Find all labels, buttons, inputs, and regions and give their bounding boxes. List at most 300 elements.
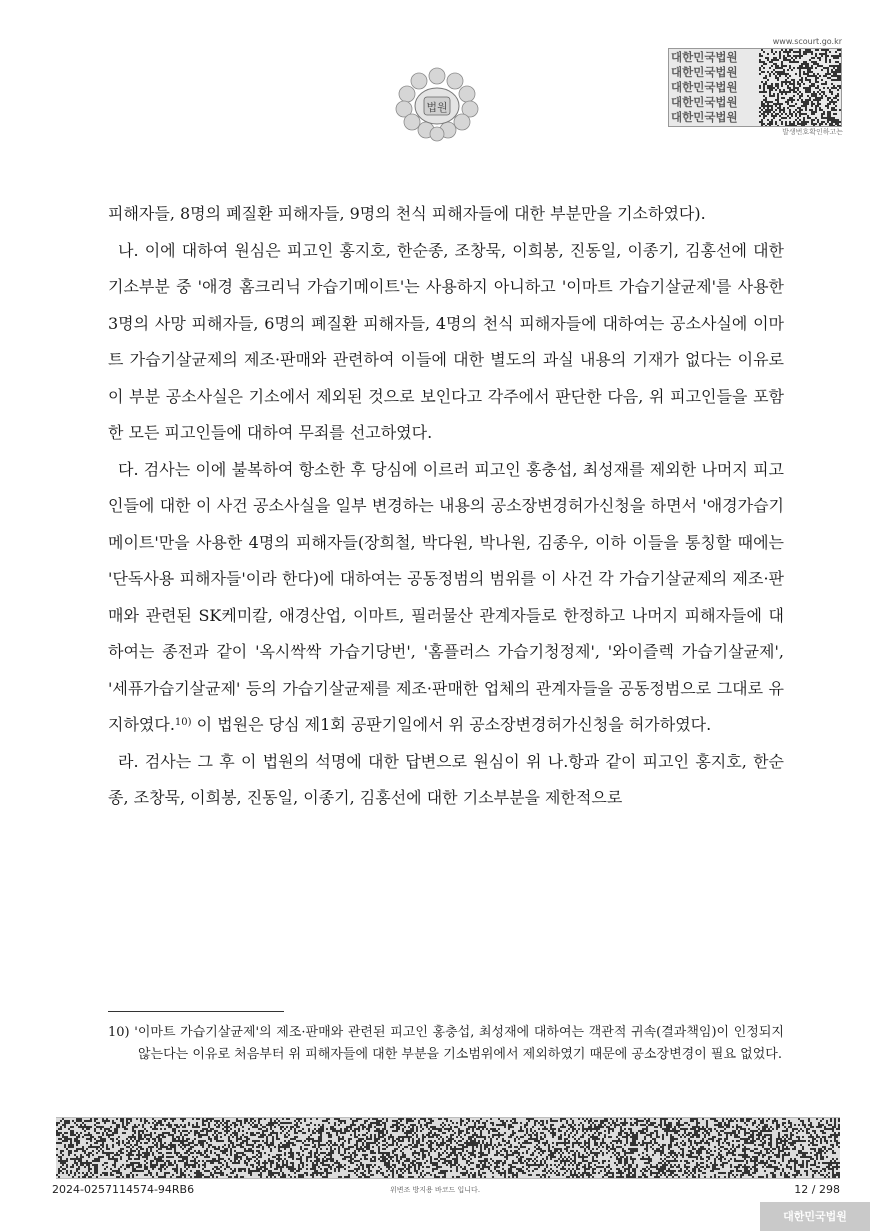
noise-dot xyxy=(504,1124,506,1126)
noise-dot xyxy=(386,1154,388,1156)
noise-dot xyxy=(548,1150,550,1152)
noise-dot xyxy=(626,1136,628,1138)
noise-dot xyxy=(218,1154,220,1156)
noise-dot xyxy=(512,1126,514,1128)
noise-dot xyxy=(552,1136,554,1138)
noise-dot xyxy=(472,1142,474,1144)
noise-dot xyxy=(814,1138,816,1140)
noise-dot xyxy=(652,1166,654,1168)
noise-dot xyxy=(572,1120,574,1122)
noise-dot xyxy=(172,1128,174,1130)
noise-dot xyxy=(754,1144,756,1146)
noise-dot xyxy=(830,1124,832,1126)
noise-dot xyxy=(796,1140,798,1142)
noise-dot xyxy=(836,1142,838,1144)
noise-dot xyxy=(712,1138,714,1140)
noise-dot xyxy=(518,1130,520,1132)
noise-dot xyxy=(456,1142,458,1144)
noise-dot xyxy=(156,1160,158,1162)
noise-dot xyxy=(670,1154,672,1156)
noise-dot xyxy=(610,1142,612,1144)
noise-dot xyxy=(624,1132,626,1134)
noise-dot xyxy=(130,1158,132,1160)
noise-dot xyxy=(784,1138,786,1140)
noise-dot xyxy=(460,1132,462,1134)
noise-dot xyxy=(364,1120,366,1122)
noise-dot xyxy=(292,1158,294,1160)
noise-dot xyxy=(326,1128,328,1130)
noise-dot xyxy=(184,1156,186,1158)
noise-dot xyxy=(756,1156,758,1158)
noise-dot xyxy=(388,1156,390,1158)
noise-dot xyxy=(516,1136,518,1138)
noise-dot xyxy=(576,1164,578,1166)
noise-dot xyxy=(726,1154,728,1156)
noise-dot xyxy=(676,1166,678,1168)
noise-dot xyxy=(74,1154,76,1156)
noise-dot xyxy=(398,1136,400,1138)
noise-dot xyxy=(833,87,835,89)
noise-dot xyxy=(408,1144,410,1146)
noise-dot xyxy=(254,1156,256,1158)
noise-dot xyxy=(474,1144,476,1146)
noise-dot xyxy=(178,1136,180,1138)
noise-dot xyxy=(476,1134,478,1136)
noise-dot xyxy=(791,69,793,71)
noise-dot xyxy=(608,1166,610,1168)
noise-dot xyxy=(384,1122,386,1124)
noise-dot xyxy=(400,1124,402,1126)
noise-dot xyxy=(102,1142,104,1144)
noise-dot xyxy=(460,1152,462,1154)
noise-dot xyxy=(796,1128,798,1130)
noise-dot xyxy=(791,105,793,107)
noise-dot xyxy=(510,1164,512,1166)
noise-dot xyxy=(690,1132,692,1134)
noise-dot xyxy=(832,1166,834,1168)
noise-dot xyxy=(414,1144,416,1146)
noise-dot xyxy=(298,1164,300,1166)
noise-dot xyxy=(596,1148,598,1150)
noise-dot xyxy=(826,1128,828,1130)
noise-dot xyxy=(286,1136,288,1138)
noise-dot xyxy=(480,1126,482,1128)
noise-dot xyxy=(100,1128,102,1130)
noise-dot xyxy=(811,65,813,67)
noise-dot xyxy=(450,1152,452,1154)
noise-dot xyxy=(446,1156,448,1158)
noise-dot xyxy=(190,1142,192,1144)
noise-dot xyxy=(514,1138,516,1140)
noise-dot xyxy=(94,1160,96,1162)
noise-dot xyxy=(302,1150,304,1152)
noise-dot xyxy=(298,1152,300,1154)
noise-dot xyxy=(176,1154,178,1156)
noise-dot xyxy=(396,1122,398,1124)
noise-dot xyxy=(650,1134,652,1136)
noise-dot xyxy=(658,1124,660,1126)
noise-dot xyxy=(270,1120,272,1122)
noise-dot xyxy=(762,1144,764,1146)
noise-dot xyxy=(464,1166,466,1168)
noise-dot xyxy=(799,53,801,55)
noise-dot xyxy=(378,1138,380,1140)
noise-dot xyxy=(462,1156,464,1158)
noise-dot xyxy=(152,1142,154,1144)
noise-dot xyxy=(166,1118,168,1120)
noise-dot xyxy=(572,1150,574,1152)
noise-dot xyxy=(815,111,817,113)
noise-dot xyxy=(522,1130,524,1132)
noise-dot xyxy=(344,1150,346,1152)
noise-dot xyxy=(518,1160,520,1162)
noise-dot xyxy=(534,1162,536,1164)
noise-dot xyxy=(304,1120,306,1122)
noise-dot xyxy=(346,1148,348,1150)
noise-dot xyxy=(562,1142,564,1144)
noise-dot xyxy=(801,109,803,111)
noise-dot xyxy=(330,1126,332,1128)
noise-dot xyxy=(556,1144,558,1146)
noise-dot xyxy=(608,1150,610,1152)
noise-dot xyxy=(120,1120,122,1122)
footnote-divider xyxy=(108,1011,284,1012)
noise-dot xyxy=(526,1142,528,1144)
noise-dot xyxy=(160,1158,162,1160)
noise-dot xyxy=(474,1134,476,1136)
noise-dot xyxy=(720,1130,722,1132)
noise-dot xyxy=(797,107,799,109)
noise-dot xyxy=(130,1136,132,1138)
noise-dot xyxy=(350,1156,352,1158)
noise-dot xyxy=(767,107,769,109)
noise-dot xyxy=(208,1126,210,1128)
noise-dot xyxy=(204,1124,206,1126)
noise-dot xyxy=(418,1138,420,1140)
noise-dot xyxy=(759,73,761,75)
noise-dot xyxy=(762,1162,764,1164)
noise-dot xyxy=(777,125,779,126)
noise-dot xyxy=(284,1148,286,1150)
noise-dot xyxy=(376,1144,378,1146)
noise-dot xyxy=(374,1134,376,1136)
noise-dot xyxy=(404,1126,406,1128)
noise-dot xyxy=(782,1146,784,1148)
noise-dot xyxy=(800,1150,802,1152)
noise-dot xyxy=(210,1152,212,1154)
noise-dot xyxy=(805,61,807,63)
noise-dot xyxy=(692,1126,694,1128)
noise-dot xyxy=(540,1160,542,1162)
noise-dot xyxy=(450,1134,452,1136)
noise-dot xyxy=(60,1132,62,1134)
noise-dot xyxy=(688,1166,690,1168)
noise-dot xyxy=(818,1124,820,1126)
noise-dot xyxy=(818,1148,820,1150)
noise-dot xyxy=(811,61,813,63)
noise-dot xyxy=(797,81,799,83)
noise-dot xyxy=(456,1162,458,1164)
noise-dot xyxy=(406,1158,408,1160)
noise-dot xyxy=(624,1118,626,1120)
noise-dot xyxy=(236,1136,238,1138)
noise-dot xyxy=(318,1166,320,1168)
noise-dot xyxy=(832,1144,834,1146)
noise-dot xyxy=(810,1124,812,1126)
noise-dot xyxy=(822,1118,824,1120)
noise-dot xyxy=(340,1128,342,1130)
noise-dot xyxy=(781,83,783,85)
noise-dot xyxy=(670,1138,672,1140)
noise-dot xyxy=(540,1120,542,1122)
noise-dot xyxy=(138,1156,140,1158)
noise-dot xyxy=(156,1150,158,1152)
noise-dot xyxy=(784,1142,786,1144)
noise-dot xyxy=(686,1166,688,1168)
noise-dot xyxy=(406,1146,408,1148)
noise-dot xyxy=(771,113,773,115)
noise-dot xyxy=(210,1144,212,1146)
noise-dot xyxy=(96,1140,98,1142)
noise-dot xyxy=(817,99,819,101)
noise-dot xyxy=(630,1136,632,1138)
noise-dot xyxy=(62,1136,64,1138)
noise-dot xyxy=(598,1166,600,1168)
noise-dot xyxy=(362,1124,364,1126)
noise-dot xyxy=(504,1160,506,1162)
noise-dot xyxy=(632,1124,634,1126)
noise-dot xyxy=(764,1142,766,1144)
noise-dot xyxy=(805,101,807,103)
noise-dot xyxy=(100,1156,102,1158)
noise-dot xyxy=(818,1166,820,1168)
noise-dot xyxy=(234,1150,236,1152)
noise-dot xyxy=(777,97,779,99)
noise-dot xyxy=(496,1164,498,1166)
noise-dot xyxy=(578,1128,580,1130)
noise-dot xyxy=(796,1136,798,1138)
noise-dot xyxy=(92,1164,94,1166)
noise-dot xyxy=(514,1166,516,1168)
noise-dot xyxy=(336,1144,338,1146)
noise-dot xyxy=(788,1126,790,1128)
noise-dot xyxy=(340,1138,342,1140)
noise-dot xyxy=(765,99,767,101)
noise-dot xyxy=(224,1160,226,1162)
noise-dot xyxy=(823,117,825,119)
noise-dot xyxy=(280,1166,282,1168)
noise-dot xyxy=(760,1162,762,1164)
noise-dot xyxy=(799,109,801,111)
noise-dot xyxy=(416,1158,418,1160)
noise-dot xyxy=(504,1150,506,1152)
noise-dot xyxy=(142,1130,144,1132)
noise-dot xyxy=(788,1148,790,1150)
noise-dot xyxy=(432,1120,434,1122)
noise-dot xyxy=(766,1152,768,1154)
noise-dot xyxy=(835,95,837,97)
noise-dot xyxy=(268,1146,270,1148)
noise-dot xyxy=(156,1136,158,1138)
noise-dot xyxy=(136,1140,138,1142)
noise-dot xyxy=(332,1150,334,1152)
noise-dot xyxy=(482,1136,484,1138)
noise-dot xyxy=(767,111,769,113)
noise-dot xyxy=(126,1164,128,1166)
noise-dot xyxy=(404,1146,406,1148)
noise-dot xyxy=(232,1144,234,1146)
noise-dot xyxy=(160,1152,162,1154)
noise-dot xyxy=(512,1162,514,1164)
noise-dot xyxy=(831,87,833,89)
noise-dot xyxy=(588,1138,590,1140)
noise-dot xyxy=(222,1124,224,1126)
noise-dot xyxy=(598,1138,600,1140)
noise-dot xyxy=(763,67,765,69)
noise-dot xyxy=(386,1152,388,1154)
noise-dot xyxy=(728,1144,730,1146)
footnote-number: 10) xyxy=(108,1025,130,1040)
noise-dot xyxy=(594,1138,596,1140)
noise-dot xyxy=(690,1144,692,1146)
noise-dot xyxy=(338,1168,340,1170)
noise-dot xyxy=(790,1136,792,1138)
noise-dot xyxy=(76,1148,78,1150)
noise-dot xyxy=(814,1164,816,1166)
noise-dot xyxy=(252,1156,254,1158)
noise-dot xyxy=(484,1162,486,1164)
noise-dot xyxy=(382,1122,384,1124)
noise-dot xyxy=(112,1158,114,1160)
noise-dot xyxy=(58,1142,60,1144)
footnote-text: '이마트 가습기살균제'의 제조·판매와 관련된 피고인 홍충섭, 최성재에 대하여는 객관적 귀속(결과책임)이 인정되지 않는다는 이유로 처음부터 위 피해자들에 대한 부분을 기소범위에서 제외하였기 때문에 공소장변경이 필요 없었다. xyxy=(134,1025,784,1062)
noise-dot xyxy=(486,1154,488,1156)
noise-dot xyxy=(128,1152,130,1154)
noise-dot xyxy=(362,1144,364,1146)
noise-dot xyxy=(736,1124,738,1126)
noise-dot xyxy=(258,1168,260,1170)
noise-dot xyxy=(382,1118,384,1120)
noise-dot xyxy=(837,61,839,63)
noise-dot xyxy=(816,1158,818,1160)
noise-dot xyxy=(552,1132,554,1134)
noise-dot xyxy=(831,75,833,77)
noise-dot xyxy=(396,1138,398,1140)
noise-dot xyxy=(300,1156,302,1158)
noise-dot xyxy=(418,1154,420,1156)
noise-dot xyxy=(130,1154,132,1156)
noise-dot xyxy=(783,55,785,57)
noise-dot xyxy=(646,1130,648,1132)
noise-dot xyxy=(783,65,785,67)
noise-dot xyxy=(204,1156,206,1158)
barcode-pattern xyxy=(56,1118,840,1178)
noise-dot xyxy=(342,1154,344,1156)
noise-dot xyxy=(466,1128,468,1130)
noise-dot xyxy=(174,1148,176,1150)
noise-dot xyxy=(358,1166,360,1168)
noise-dot xyxy=(280,1132,282,1134)
noise-dot xyxy=(134,1144,136,1146)
noise-dot xyxy=(832,1130,834,1132)
noise-dot xyxy=(730,1132,732,1134)
noise-dot xyxy=(654,1126,656,1128)
noise-dot xyxy=(642,1120,644,1122)
noise-dot xyxy=(820,1142,822,1144)
noise-dot xyxy=(396,1128,398,1130)
noise-dot xyxy=(76,1150,78,1152)
noise-dot xyxy=(726,1126,728,1128)
noise-dot xyxy=(366,1128,368,1130)
noise-dot xyxy=(568,1134,570,1136)
noise-dot xyxy=(518,1154,520,1156)
noise-dot xyxy=(678,1122,680,1124)
noise-dot xyxy=(744,1138,746,1140)
noise-dot xyxy=(820,1150,822,1152)
noise-dot xyxy=(820,1152,822,1154)
noise-dot xyxy=(626,1138,628,1140)
noise-dot xyxy=(726,1124,728,1126)
noise-dot xyxy=(276,1164,278,1166)
noise-dot xyxy=(284,1140,286,1142)
noise-dot xyxy=(372,1142,374,1144)
noise-dot xyxy=(759,59,761,61)
noise-dot xyxy=(442,1144,444,1146)
noise-dot xyxy=(801,121,803,123)
noise-dot xyxy=(402,1130,404,1132)
noise-dot xyxy=(460,1148,462,1150)
noise-dot xyxy=(250,1150,252,1152)
noise-dot xyxy=(124,1132,126,1134)
noise-dot xyxy=(584,1132,586,1134)
noise-dot xyxy=(466,1150,468,1152)
noise-dot xyxy=(788,1122,790,1124)
noise-dot xyxy=(488,1166,490,1168)
noise-dot xyxy=(262,1148,264,1150)
noise-dot xyxy=(318,1124,320,1126)
noise-dot xyxy=(188,1142,190,1144)
noise-dot xyxy=(823,111,825,113)
noise-dot xyxy=(825,49,827,51)
noise-dot xyxy=(791,57,793,59)
noise-dot xyxy=(532,1164,534,1166)
noise-dot xyxy=(714,1146,716,1148)
noise-dot xyxy=(574,1156,576,1158)
noise-dot xyxy=(763,107,765,109)
noise-dot xyxy=(356,1146,358,1148)
noise-dot xyxy=(822,1156,824,1158)
noise-dot xyxy=(668,1156,670,1158)
noise-dot xyxy=(104,1128,106,1130)
noise-dot xyxy=(352,1162,354,1164)
noise-dot xyxy=(620,1130,622,1132)
noise-dot xyxy=(118,1150,120,1152)
noise-dot xyxy=(750,1140,752,1142)
noise-dot xyxy=(184,1162,186,1164)
noise-dot xyxy=(428,1122,430,1124)
noise-dot xyxy=(748,1166,750,1168)
noise-dot xyxy=(698,1154,700,1156)
noise-dot xyxy=(368,1148,370,1150)
noise-dot xyxy=(130,1120,132,1122)
noise-dot xyxy=(740,1154,742,1156)
noise-dot xyxy=(811,123,813,125)
noise-dot xyxy=(252,1164,254,1166)
noise-dot xyxy=(58,1134,60,1136)
noise-dot xyxy=(805,73,807,75)
noise-dot xyxy=(458,1134,460,1136)
noise-dot xyxy=(765,111,767,113)
